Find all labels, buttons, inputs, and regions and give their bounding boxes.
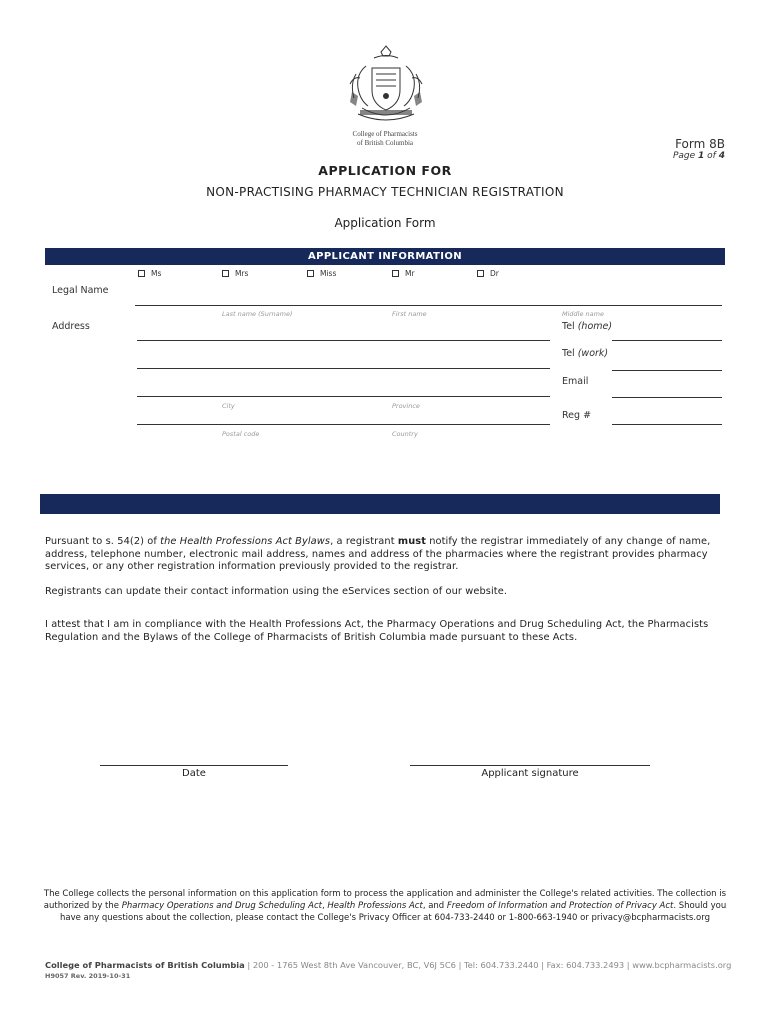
- salutation-label: Mrs: [235, 269, 249, 278]
- salutation-ms[interactable]: [138, 269, 161, 278]
- notice-part-a: The College collects the personal information on this application form to process the application and administer the College's related activities. The collection is authorized by the: [43, 889, 727, 911]
- checkbox-icon[interactable]: [392, 270, 399, 277]
- salutation-label: Mr: [405, 269, 415, 278]
- notice-act-3: Freedom of Information and Protection of Privacy Act: [446, 901, 674, 911]
- checkbox-icon[interactable]: [138, 270, 145, 277]
- address-line-1[interactable]: [137, 340, 550, 341]
- section-divider-bar: [40, 494, 720, 514]
- country-hint: Country: [392, 430, 418, 438]
- address-label: Address: [52, 321, 90, 332]
- page-number: [673, 151, 725, 161]
- salutation-dr[interactable]: [477, 269, 499, 278]
- page-of: of: [707, 151, 716, 161]
- p1-act-name: the Health Professions Act Bylaws: [160, 536, 331, 547]
- email-field[interactable]: [612, 397, 722, 398]
- tel-work-field[interactable]: [612, 370, 722, 371]
- form-title: APPLICATION FOR: [318, 163, 452, 178]
- footer-org: College of Pharmacists of British Columbia: [45, 960, 245, 970]
- first-name-hint: First name: [392, 310, 427, 318]
- address-line-2[interactable]: [137, 368, 550, 369]
- logo-caption-line2: of British Columbia: [357, 139, 413, 147]
- applicant-signature-label: Applicant signature: [481, 768, 579, 779]
- salutation-mrs[interactable]: [222, 269, 248, 278]
- applicant-signature-line[interactable]: [410, 765, 650, 766]
- checkbox-icon[interactable]: [477, 270, 484, 277]
- tel-work-qualifier: (work): [577, 348, 609, 359]
- logo-caption: [320, 130, 450, 148]
- reg-number-label: Reg #: [562, 410, 592, 421]
- address-line-4[interactable]: [137, 424, 550, 425]
- salutation-mr[interactable]: [392, 269, 415, 278]
- eservices-paragraph: Registrants can update their contact information using the eServices section of our website.: [45, 586, 508, 597]
- section-header-applicant-information: APPLICANT INFORMATION: [45, 248, 725, 265]
- city-hint: City: [222, 402, 235, 410]
- checkbox-icon[interactable]: [307, 270, 314, 277]
- revision-code: H9057 Rev. 2019-10-31: [45, 972, 131, 980]
- notice-act-2: Health Professions Act: [327, 901, 423, 911]
- salutation-miss[interactable]: [307, 269, 336, 278]
- address-line-3[interactable]: [137, 396, 550, 397]
- checkbox-icon[interactable]: [222, 270, 229, 277]
- email-label: Email: [562, 376, 589, 387]
- legal-name-field[interactable]: [135, 305, 722, 306]
- tel-home-qualifier: (home): [577, 321, 613, 332]
- tel-home-label: [562, 321, 612, 332]
- form-number: Form 8B: [675, 137, 725, 151]
- last-name-hint: Last name (Surname): [222, 310, 293, 318]
- page-current: 1: [698, 151, 705, 161]
- p1-part-a: Pursuant to s. 54(2) of: [45, 536, 161, 547]
- tel-work-label: [562, 348, 608, 359]
- tel-prefix: Tel: [562, 348, 575, 359]
- p1-part-c: , a registrant: [330, 536, 398, 547]
- legal-name-label: Legal Name: [52, 285, 109, 296]
- footer-address: | 200 - 1765 West 8th Ave Vancouver, BC, V6J 5C6 | Tel: 604.733.2440 | Fax: 604.733.2493 | www.bcpharmacists.org: [244, 960, 732, 970]
- date-signature-line[interactable]: [100, 765, 288, 766]
- attestation-paragraph: I attest that I am in compliance with the Health Professions Act, the Pharmacy Operations and Drug Scheduling Act, the Pharmacists Regulation and the Bylaws of the College of Pharmacists of British Columbia made pursuant to these Acts.: [45, 619, 709, 643]
- change-notice-paragraph: [45, 536, 725, 574]
- p1-must: must: [397, 536, 426, 547]
- notice-part-g: . Should you have any questions about the collection, please contact the College's Privacy Officer at 604-733-2440 or 1-800-663-1940 or privacy@bcpharmacists.org: [60, 901, 727, 923]
- province-hint: Province: [392, 402, 420, 410]
- salutation-label: Miss: [320, 269, 337, 278]
- date-label: Date: [182, 768, 206, 779]
- logo-caption-line1: College of Pharmacists: [352, 130, 418, 138]
- page-total: 4: [718, 151, 725, 161]
- reg-number-field[interactable]: [612, 424, 722, 425]
- footer-contact: [45, 960, 731, 970]
- tel-home-field[interactable]: [612, 340, 722, 341]
- salutation-label: Dr: [490, 269, 499, 278]
- form-subtitle: NON-PRACTISING PHARMACY TECHNICIAN REGISTRATION: [206, 185, 564, 199]
- postal-code-hint: Postal code: [222, 430, 260, 438]
- form-type: Application Form: [334, 216, 436, 230]
- p1-part-e: notify the registrar immediately of any change of name, address, telephone number, electronic mail address, names and address of the pharmacies where the registrant provides pharmacy services, or any other registration information previously provided to the registrar.: [45, 536, 711, 572]
- middle-name-hint: Middle name: [562, 310, 604, 318]
- page-prefix: Page: [672, 151, 696, 161]
- privacy-notice: [40, 888, 730, 924]
- tel-prefix: Tel: [562, 321, 575, 332]
- notice-act-1: Pharmacy Operations and Drug Scheduling Act: [121, 901, 322, 911]
- salutation-label: Ms: [151, 269, 162, 278]
- notice-part-c: ,: [321, 901, 328, 911]
- notice-part-e: , and: [422, 901, 447, 911]
